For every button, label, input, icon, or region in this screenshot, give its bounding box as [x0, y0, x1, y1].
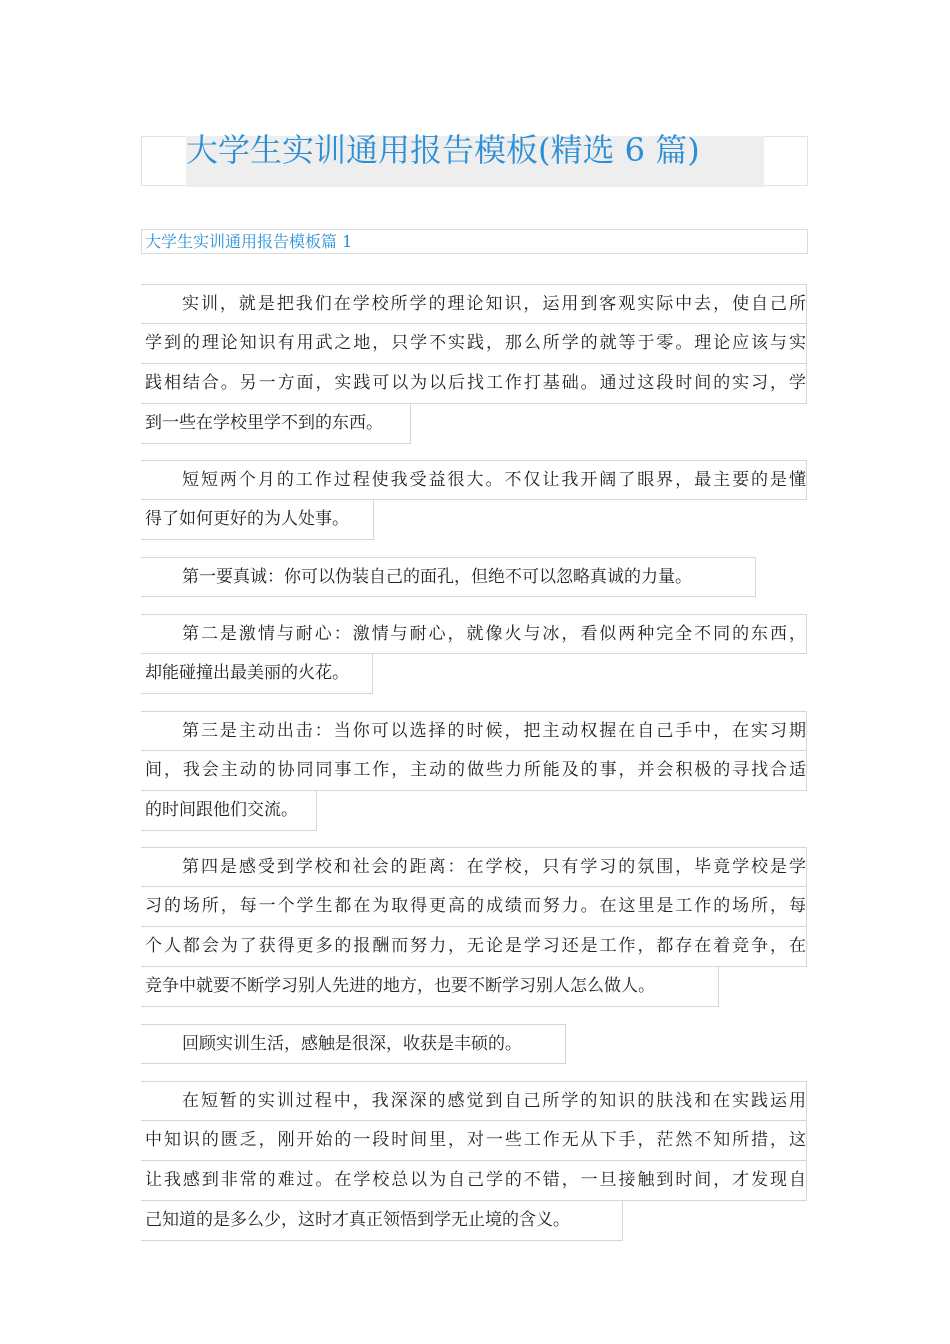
paragraph-line: 得了如何更好的为人处事。 [141, 500, 374, 540]
paragraph-line: 学到的理论知识有用武之地，只学不实践，那么所学的就等于零。理论应该与实 [141, 324, 807, 364]
paragraph-line: 竞争中就要不断学习别人先进的地方，也要不断学习别人怎么做人。 [141, 967, 719, 1007]
paragraph-line: 个人都会为了获得更多的报酬而努力，无论是学习还是工作，都存在着竞争，在 [141, 927, 807, 967]
paragraph-line: 践相结合。另一方面，实践可以为以后找工作打基础。通过这段时间的实习，学 [141, 364, 807, 404]
paragraph-line: 回顾实训生活，感触是很深，收获是丰硕的。 [141, 1024, 566, 1064]
paragraph-line: 第三是主动出击：当你可以选择的时候，把主动权握在自己手中，在实习期 [141, 711, 807, 751]
paragraph-line: 中知识的匮乏，刚开始的一段时间里，对一些工作无从下手，茫然不知所措，这 [141, 1121, 807, 1161]
paragraph-line: 却能碰撞出最美丽的火花。 [141, 654, 373, 694]
paragraph-6 [141, 847, 807, 1007]
paragraph-line: 习的场所，每一个学生都在为取得更高的成绩而努力。在这里是工作的场所，每 [141, 887, 807, 927]
paragraph-3 [141, 557, 756, 597]
document-title: 大学生实训通用报告模板(精选 6 篇) [186, 131, 700, 169]
paragraph-line: 第一要真诚：你可以伪装自己的面孔，但绝不可以忽略真诚的力量。 [141, 557, 756, 597]
paragraph-2 [141, 460, 807, 540]
paragraph-7 [141, 1024, 566, 1064]
paragraph-4 [141, 614, 807, 694]
paragraph-line: 在短暂的实训过程中，我深深的感觉到自己所学的知识的肤浅和在实践运用 [141, 1081, 807, 1121]
paragraph-line: 实训，就是把我们在学校所学的理论知识，运用到客观实际中去，使自己所 [141, 284, 807, 324]
section-title: 大学生实训通用报告模板篇 1 [141, 229, 808, 254]
paragraph-line: 第二是激情与耐心：激情与耐心，就像火与冰，看似两种完全不同的东西， [141, 614, 807, 654]
paragraph-5 [141, 711, 807, 831]
paragraph-line: 的时间跟他们交流。 [141, 791, 317, 831]
paragraph-1 [141, 284, 807, 444]
paragraph-line: 第四是感受到学校和社会的距离：在学校，只有学习的氛围，毕竟学校是学 [141, 847, 807, 887]
paragraph-line: 间，我会主动的协同同事工作，主动的做些力所能及的事，并会积极的寻找合适 [141, 751, 807, 791]
paragraph-line: 短短两个月的工作过程使我受益很大。不仅让我开阔了眼界，最主要的是懂 [141, 460, 807, 500]
paragraph-8 [141, 1081, 807, 1241]
paragraph-line: 到一些在学校里学不到的东西。 [141, 404, 411, 444]
paragraph-line: 己知道的是多么少，这时才真正领悟到学无止境的含义。 [141, 1201, 623, 1241]
paragraph-line: 让我感到非常的难过。在学校总以为自己学的不错，一旦接触到时间，才发现自 [141, 1161, 807, 1201]
